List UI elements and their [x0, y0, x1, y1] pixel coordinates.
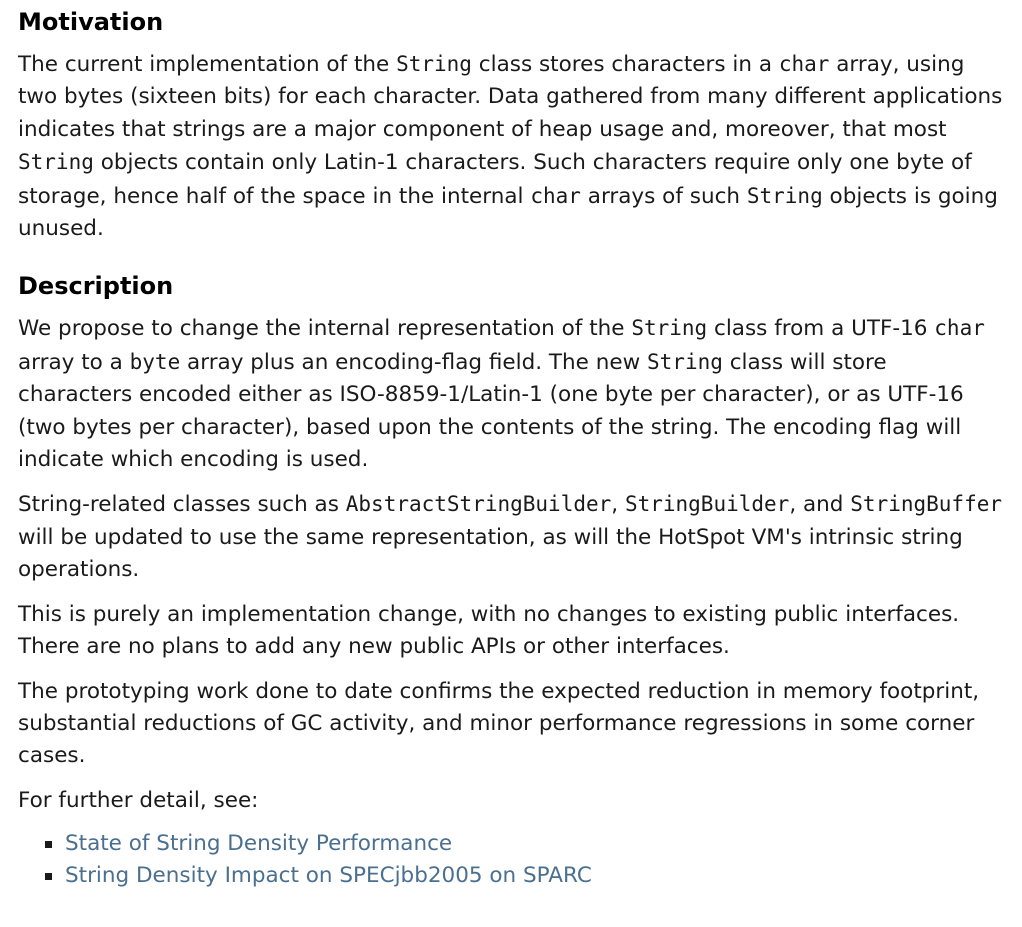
text: arrays of such [580, 183, 747, 209]
code-string: String [18, 150, 94, 175]
bullet-square-icon [45, 873, 52, 880]
code-stringbuilder: StringBuilder [624, 492, 790, 517]
code-string: String [647, 349, 723, 374]
code-char: char [778, 52, 830, 76]
text: will be updated to use the same representation, as will the HotSpot VM's intrinsic string operations. [18, 524, 963, 583]
text: The current implementation of the [18, 52, 397, 77]
link-state-of-string-density[interactable]: State of String Density Performance [65, 831, 453, 857]
text: array plus an encoding-flag field. The new [180, 349, 648, 375]
description-paragraph-5: For further detail, see: [18, 787, 259, 813]
text: We propose to change the internal representation of the [18, 316, 632, 342]
code-char: char [530, 183, 581, 208]
code-abstractstringbuilder: AbstractStringBuilder [345, 492, 612, 517]
list-item [45, 860, 1004, 892]
text: objects contain only Latin-1 characters. Such characters require only one byte of storage, hence half of the space in the internal [18, 150, 972, 209]
code-string: String [746, 183, 823, 208]
further-detail-list [18, 828, 1004, 892]
bullet-square-icon [45, 841, 52, 848]
motivation-heading: Motivation [18, 8, 164, 36]
code-stringbuffer: StringBuffer [850, 492, 1002, 517]
text: class will store characters encoded either as ISO-8859-1/Latin-1 (one byte per character), or as UTF-16 (two bytes per character), based upon the contents of the string. The encoding flag will indicate which encoding is used. [18, 349, 964, 473]
text: String-related classes such as [18, 492, 346, 518]
list-item [45, 828, 1004, 860]
code-byte: byte [129, 349, 181, 374]
text: array to a [18, 349, 130, 375]
motivation-paragraph [18, 48, 1004, 245]
description-paragraph-4: The prototyping work done to date confirms the expected reduction in memory footprint, substantial reductions of GC activity, and minor performance regressions in some corner cases. [18, 678, 980, 769]
link-specjbb2005-sparc[interactable]: String Density Impact on SPECjbb2005 on SPARC [65, 863, 592, 889]
text: class stores characters in a [471, 52, 779, 77]
text: class from a UTF-16 [707, 316, 935, 342]
text: objects is going unused. [18, 183, 998, 242]
text: array, using two bytes (sixteen bits) for each character. Data gathered from many different applications indicates that strings are a major component of heap usage and, moreover, that most [18, 52, 1003, 142]
code-string: String [396, 52, 472, 76]
code-char: char [934, 316, 985, 341]
text: , and [789, 492, 851, 518]
description-paragraph-3: This is purely an implementation change, with no changes to existing public interfaces. There are no plans to add any new public APIs or other interfaces. [18, 601, 960, 660]
text: , [611, 492, 625, 518]
code-string: String [631, 316, 708, 341]
description-paragraph-1 [18, 312, 1004, 476]
description-heading: Description [18, 272, 174, 301]
description-paragraph-2 [18, 488, 1004, 586]
